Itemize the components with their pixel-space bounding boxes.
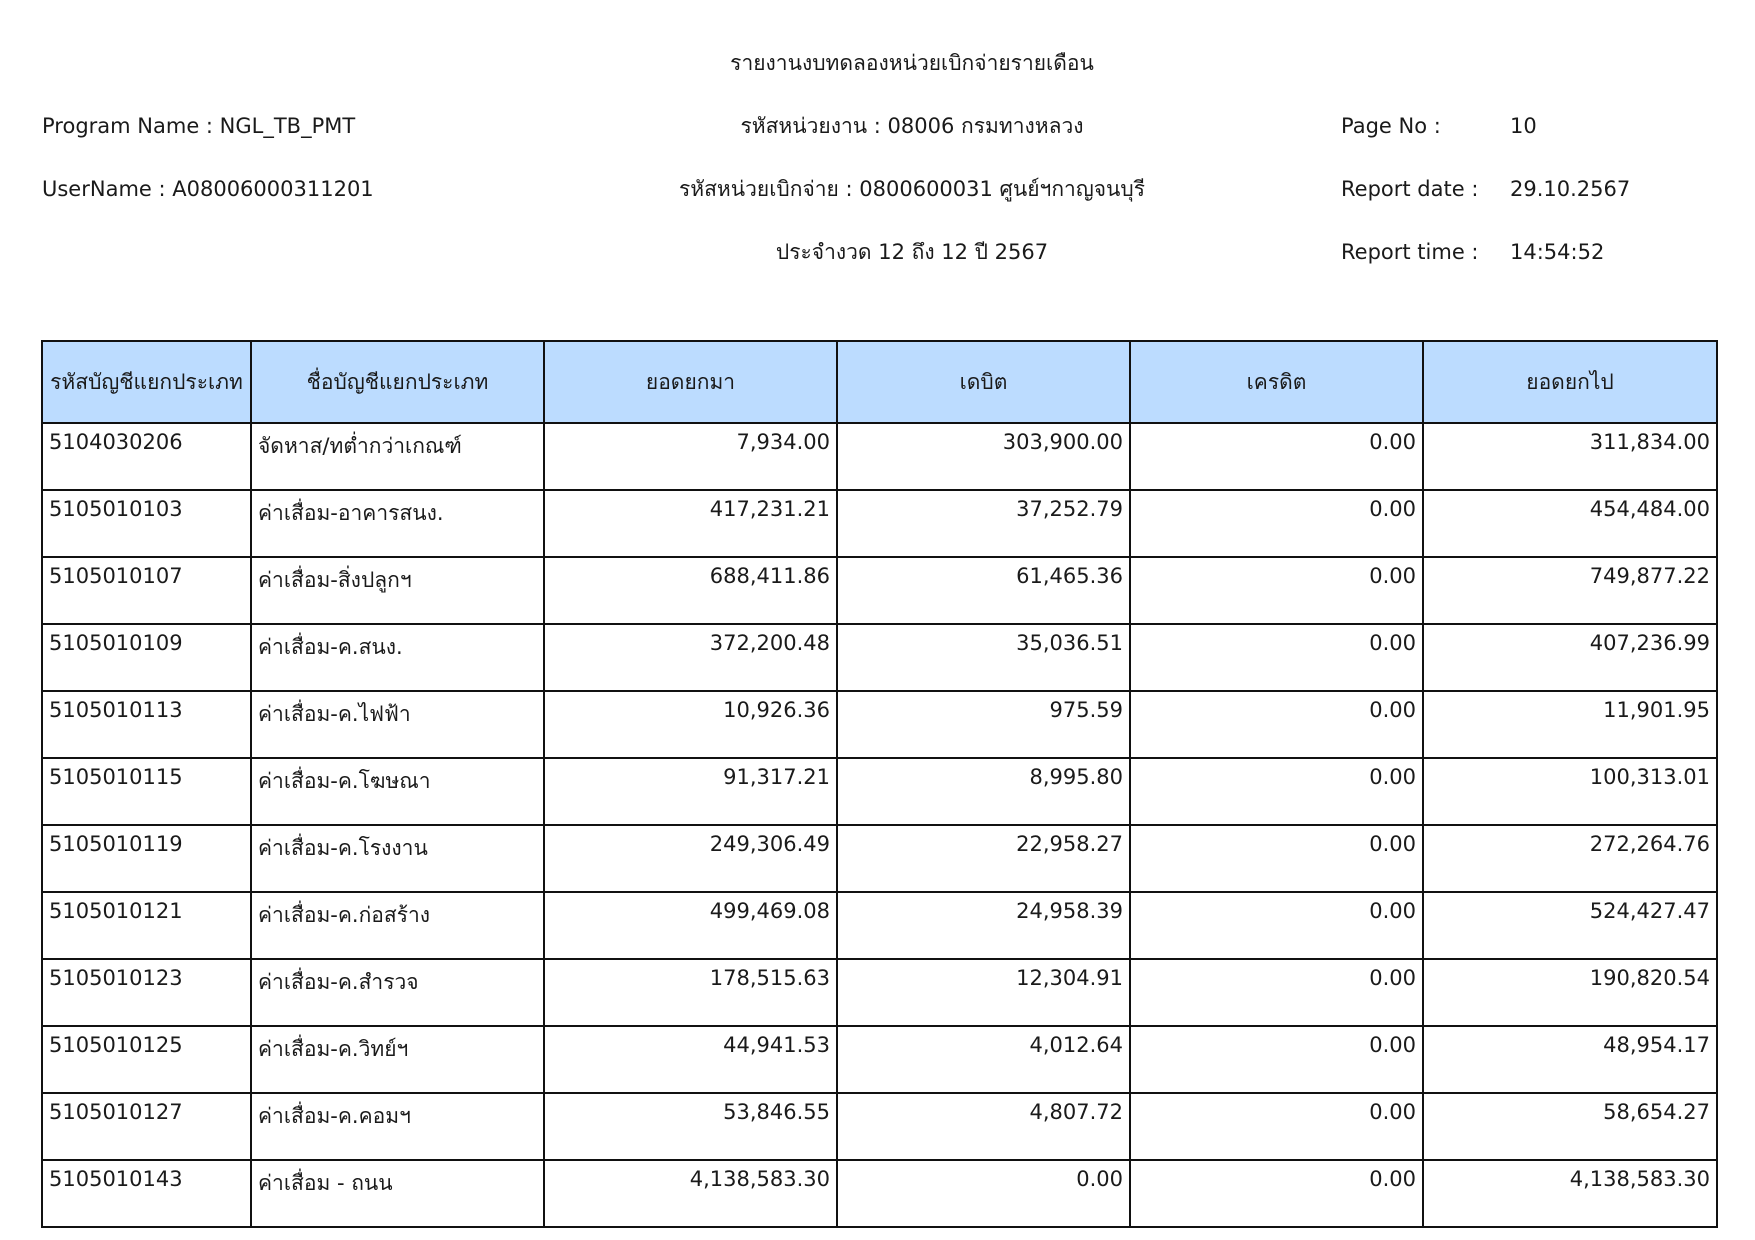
credit-cell: 0.00 [1130,624,1423,691]
table-header-row [42,341,1717,423]
debit-cell: 4,012.64 [837,1026,1130,1093]
header-account-code: รหัสบัญชีแยกประเภท [42,341,251,423]
debit-cell: 4,807.72 [837,1093,1130,1160]
account-code-cell: 5105010103 [42,490,251,557]
brought-forward-cell: 249,306.49 [544,825,837,892]
page-no-value: 10 [1510,114,1537,138]
brought-forward-cell: 91,317.21 [544,758,837,825]
credit-cell: 0.00 [1130,1160,1423,1227]
carried-forward-cell: 58,654.27 [1423,1093,1717,1160]
account-name-cell: ค่าเสื่อม-ค.โฆษณา [251,758,544,825]
debit-cell: 303,900.00 [837,423,1130,490]
table-row [42,1160,1717,1227]
header-brought-forward: ยอดยกมา [544,341,837,423]
report-title: รายงานงบทดลองหน่วยเบิกจ่ายรายเดือน [730,51,1094,75]
brought-forward-cell: 178,515.63 [544,959,837,1026]
credit-cell: 0.00 [1130,825,1423,892]
agency-code: รหัสหน่วยงาน : 08006 กรมทางหลวง [740,114,1084,138]
account-code-cell: 5105010121 [42,892,251,959]
account-code-cell: 5104030206 [42,423,251,490]
table-row [42,758,1717,825]
credit-cell: 0.00 [1130,557,1423,624]
carried-forward-cell: 311,834.00 [1423,423,1717,490]
table-row [42,490,1717,557]
account-name-cell: ค่าเสื่อม-ค.สนง. [251,624,544,691]
carried-forward-cell: 272,264.76 [1423,825,1717,892]
carried-forward-cell: 11,901.95 [1423,691,1717,758]
account-name-cell: ค่าเสื่อม-ค.ไฟฟ้า [251,691,544,758]
account-name-cell: ค่าเสื่อม-สิ่งปลูกฯ [251,557,544,624]
brought-forward-cell: 7,934.00 [544,423,837,490]
brought-forward-cell: 4,138,583.30 [544,1160,837,1227]
header-credit: เครดิต [1130,341,1423,423]
debit-cell: 61,465.36 [837,557,1130,624]
account-code-cell: 5105010143 [42,1160,251,1227]
debit-cell: 22,958.27 [837,825,1130,892]
header-debit: เดบิต [837,341,1130,423]
debit-cell: 24,958.39 [837,892,1130,959]
table-row [42,959,1717,1026]
page-no-label: Page No : [1341,114,1441,138]
credit-cell: 0.00 [1130,892,1423,959]
carried-forward-cell: 190,820.54 [1423,959,1717,1026]
brought-forward-cell: 372,200.48 [544,624,837,691]
report-date-label: Report date : [1341,177,1479,201]
brought-forward-cell: 417,231.21 [544,490,837,557]
debit-cell: 0.00 [837,1160,1130,1227]
account-code-cell: 5105010125 [42,1026,251,1093]
credit-cell: 0.00 [1130,758,1423,825]
credit-cell: 0.00 [1130,1026,1423,1093]
credit-cell: 0.00 [1130,490,1423,557]
carried-forward-cell: 454,484.00 [1423,490,1717,557]
account-name-cell: ค่าเสื่อม-ค.คอมฯ [251,1093,544,1160]
report-period: ประจำงวด 12 ถึง 12 ปี 2567 [775,240,1049,264]
table-row [42,1026,1717,1093]
table-row [42,557,1717,624]
account-code-cell: 5105010115 [42,758,251,825]
table-row [42,1093,1717,1160]
credit-cell: 0.00 [1130,691,1423,758]
trial-balance-table [41,340,1718,1228]
carried-forward-cell: 100,313.01 [1423,758,1717,825]
header-carried-forward: ยอดยกไป [1423,341,1717,423]
account-name-cell: ค่าเสื่อม-ค.วิทย์ฯ [251,1026,544,1093]
credit-cell: 0.00 [1130,959,1423,1026]
brought-forward-cell: 53,846.55 [544,1093,837,1160]
account-name-cell: จัดหาส/ทต่ำกว่าเกณฑ์ [251,423,544,490]
debit-cell: 37,252.79 [837,490,1130,557]
user-name: UserName : A08006000311201 [42,177,374,201]
carried-forward-cell: 407,236.99 [1423,624,1717,691]
debit-cell: 975.59 [837,691,1130,758]
account-code-cell: 5105010107 [42,557,251,624]
debit-cell: 35,036.51 [837,624,1130,691]
header-account-name: ชื่อบัญชีแยกประเภท [251,341,544,423]
table-row [42,423,1717,490]
carried-forward-cell: 48,954.17 [1423,1026,1717,1093]
credit-cell: 0.00 [1130,423,1423,490]
account-name-cell: ค่าเสื่อม-ค.ก่อสร้าง [251,892,544,959]
report-time-label: Report time : [1341,240,1479,264]
brought-forward-cell: 688,411.86 [544,557,837,624]
table-row [42,691,1717,758]
account-name-cell: ค่าเสื่อม-ค.โรงงาน [251,825,544,892]
account-code-cell: 5105010123 [42,959,251,1026]
table-row [42,825,1717,892]
debit-cell: 12,304.91 [837,959,1130,1026]
carried-forward-cell: 4,138,583.30 [1423,1160,1717,1227]
carried-forward-cell: 749,877.22 [1423,557,1717,624]
debit-cell: 8,995.80 [837,758,1130,825]
program-name: Program Name : NGL_TB_PMT [42,114,356,138]
account-name-cell: ค่าเสื่อม-อาคารสนง. [251,490,544,557]
account-name-cell: ค่าเสื่อม - ถนน [251,1160,544,1227]
brought-forward-cell: 10,926.36 [544,691,837,758]
credit-cell: 0.00 [1130,1093,1423,1160]
brought-forward-cell: 499,469.08 [544,892,837,959]
disbursing-unit: รหัสหน่วยเบิกจ่าย : 0800600031 ศูนย์ฯกาญจนบุรี [678,177,1146,201]
table-row [42,892,1717,959]
account-code-cell: 5105010113 [42,691,251,758]
carried-forward-cell: 524,427.47 [1423,892,1717,959]
brought-forward-cell: 44,941.53 [544,1026,837,1093]
account-code-cell: 5105010119 [42,825,251,892]
account-code-cell: 5105010127 [42,1093,251,1160]
account-name-cell: ค่าเสื่อม-ค.สำรวจ [251,959,544,1026]
table-row [42,624,1717,691]
account-code-cell: 5105010109 [42,624,251,691]
report-date-value: 29.10.2567 [1510,177,1631,201]
report-time-value: 14:54:52 [1510,240,1605,264]
